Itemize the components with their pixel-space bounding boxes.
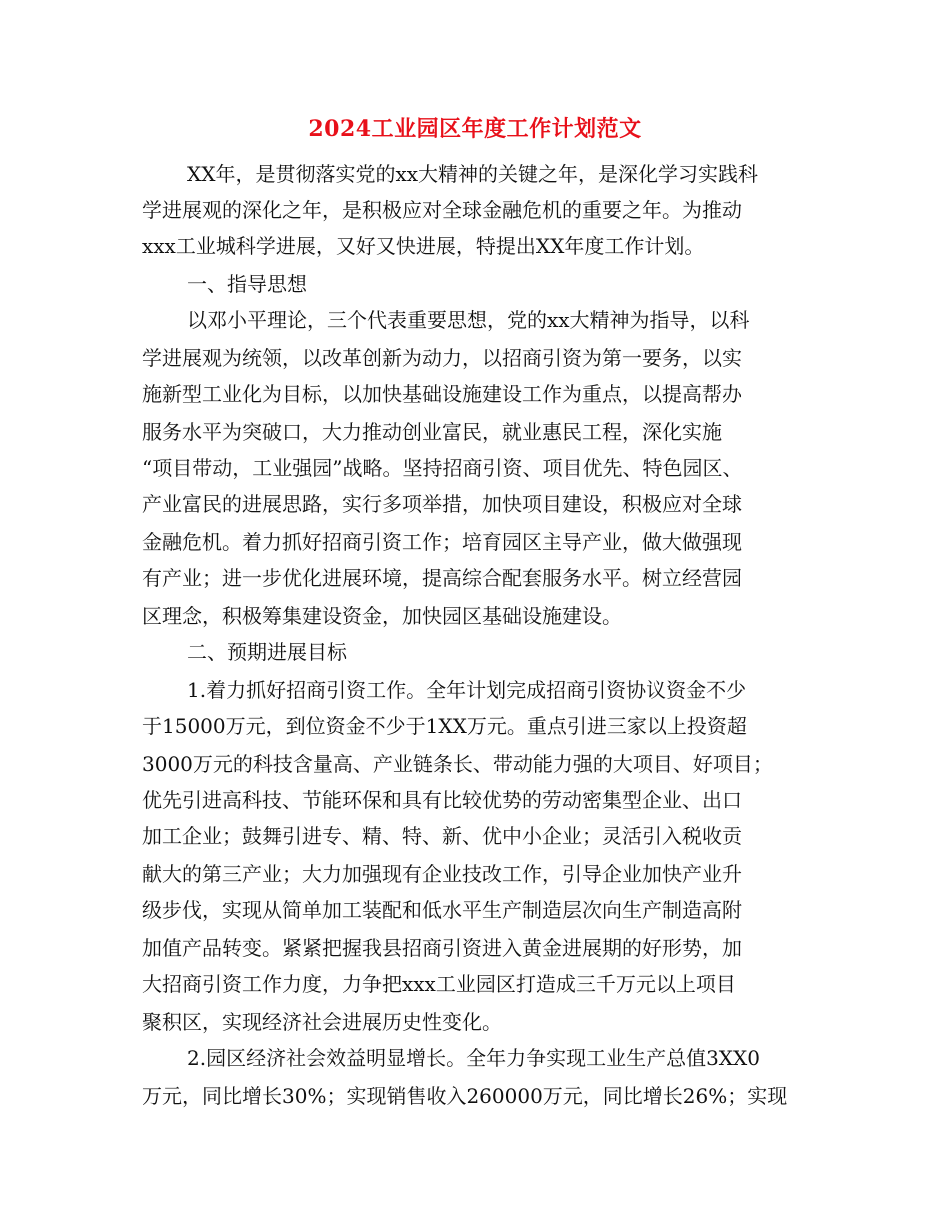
- section-heading: 二、预期进展目标: [187, 640, 347, 664]
- paragraph-line: xxx工业城科学进展，又好又快进展，特提出XX年度工作计划。: [142, 234, 705, 258]
- paragraph-line: “项目带动，工业强园”战略。坚持招商引资、项目优先、特色园区、: [142, 456, 743, 480]
- paragraph-line: 学进展观的深化之年，是积极应对全球金融危机的重要之年。为推动: [142, 198, 742, 222]
- paragraph-line: 优先引进高科技、节能环保和具有比较优势的劳动密集型企业、出口: [142, 788, 742, 812]
- paragraph-line: 3000万元的科技含量高、产业链条长、带动能力强的大项目、好项目；: [142, 752, 773, 776]
- section-heading: 一、指导思想: [187, 272, 307, 296]
- paragraph-line: 服务水平为突破口，大力推动创业富民，就业惠民工程，深化实施: [142, 420, 722, 444]
- paragraph-line: 献大的第三产业；大力加强现有企业技改工作，引导企业加快产业升: [142, 862, 742, 886]
- paragraph-line: 聚积区，实现经济社会进展历史性变化。: [142, 1010, 502, 1034]
- paragraph-line: 加工企业；鼓舞引进专、精、特、新、优中小企业；灵活引入税收贡: [142, 824, 742, 848]
- paragraph-line: 万元，同比增长30%；实现销售收入260000万元，同比增长26%；实现: [142, 1084, 788, 1108]
- paragraph-line: 大招商引资工作力度，力争把xxx工业园区打造成三千万元以上项目: [142, 972, 736, 996]
- paragraph-line: 级步伐，实现从简单加工装配和低水平生产制造层次向生产制造高附: [142, 898, 742, 922]
- paragraph-line: 区理念，积极筹集建设资金，加快园区基础设施建设。: [142, 604, 622, 628]
- paragraph-line: 学进展观为统领，以改革创新为动力，以招商引资为第一要务，以实: [142, 346, 742, 370]
- paragraph-line: 2.园区经济社会效益明显增长。全年力争实现工业生产总值3XX0: [187, 1046, 761, 1070]
- paragraph-line: 产业富民的进展思路，实行多项举措，加快项目建设，积极应对全球: [142, 492, 742, 516]
- paragraph-line: 金融危机。着力抓好招商引资工作；培育园区主导产业，做大做强现: [142, 530, 742, 554]
- paragraph-line: XX年，是贯彻落实党的xx大精神的关键之年，是深化学习实践科: [187, 162, 759, 186]
- paragraph-line: 于15000万元，到位资金不少于1XX万元。重点引进三家以上投资超: [142, 714, 747, 738]
- paragraph-line: 施新型工业化为目标，以加快基础设施建设工作为重点，以提高帮办: [142, 382, 742, 406]
- paragraph-line: 加值产品转变。紧紧把握我县招商引资进入黄金进展期的好形势，加: [142, 936, 742, 960]
- paragraph-line: 以邓小平理论，三个代表重要思想，党的xx大精神为指导，以科: [187, 308, 750, 332]
- document-title: 2024工业园区年度工作计划范文: [308, 116, 642, 142]
- paragraph-line: 有产业；进一步优化进展环境，提高综合配套服务水平。树立经营园: [142, 566, 742, 590]
- paragraph-line: 1.着力抓好招商引资工作。全年计划完成招商引资协议资金不少: [187, 678, 747, 702]
